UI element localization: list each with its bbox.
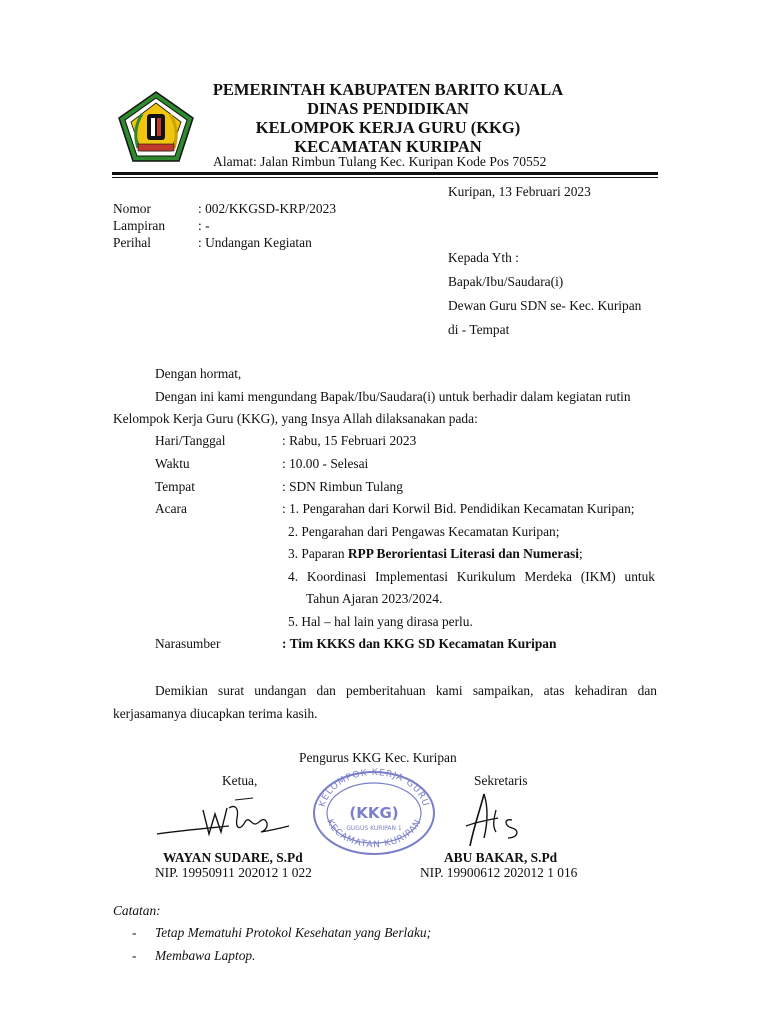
kop-line-4: KECAMATAN KURIPAN	[294, 137, 482, 156]
meta-value-perihal: : Undangan Kegiatan	[198, 235, 312, 250]
agenda-item-1: : 1. Pengarahan dari Korwil Bid. Pendidikan Kecamatan Kuripan;	[282, 501, 635, 516]
signature-org: Pengurus KKG Kec. Kuripan	[299, 750, 457, 765]
meta-label-lampiran: Lampiran	[113, 218, 166, 233]
recipient-line-3: Dewan Guru SDN se- Kec. Kuripan	[448, 298, 642, 313]
chair-nip: NIP. 19950911 202012 1 022	[155, 865, 312, 880]
notes-title: Catatan:	[113, 903, 161, 918]
detail-label-time: Waktu	[155, 456, 190, 471]
recipient-line-4: di - Tempat	[448, 322, 510, 337]
meta-label-nomor: Nomor	[113, 201, 151, 216]
closing-line-2: kerjasamanya diucapkan terima kasih.	[113, 706, 318, 721]
agenda-item-5: 5. Hal – hal lain yang dirasa perlu.	[288, 614, 473, 629]
header-rule-thin	[112, 177, 658, 178]
agenda-item-4-line-2: Tahun Ajaran 2023/2024.	[306, 591, 443, 606]
agenda-item-2: 2. Pengarahan dari Pengawas Kecamatan Kuripan;	[288, 524, 560, 539]
svg-text:KELOMPOK KERJA GURU: KELOMPOK KERJA GURU	[317, 768, 431, 809]
chair-title: Ketua,	[222, 773, 258, 788]
secretary-name: ABU BAKAR, S.Pd	[444, 850, 558, 865]
detail-value-place: : SDN Rimbun Tulang	[282, 479, 403, 494]
detail-label-agenda: Acara	[155, 501, 187, 516]
recipient-line-2: Bapak/Ibu/Saudara(i)	[448, 274, 564, 289]
closing-line-1: Demikian surat undangan dan pemberitahuan kami sampaikan, atas kehadiran dan	[155, 683, 657, 698]
detail-label-speaker: Narasumber	[155, 636, 221, 651]
note-bullet-2: -	[132, 948, 137, 963]
detail-label-place: Tempat	[155, 479, 195, 494]
note-bullet-1: -	[132, 925, 137, 940]
intro-line-2: Kelompok Kerja Guru (KKG), yang Insya Allah dilaksanakan pada:	[113, 411, 478, 426]
note-item-2: Membawa Laptop.	[155, 948, 256, 963]
secretary-signature-icon	[462, 792, 532, 852]
meta-value-nomor: : 002/KKGSD-KRP/2023	[198, 201, 337, 216]
svg-text:(KKG): (KKG)	[349, 804, 399, 822]
intro-line-1: Dengan ini kami mengundang Bapak/Ibu/Saudara(i) untuk berhadir dalam kegiatan rutin	[155, 389, 631, 404]
place-date: Kuripan, 13 Februari 2023	[448, 184, 591, 199]
detail-value-date: : Rabu, 15 Februari 2023	[282, 433, 417, 448]
detail-label-date: Hari/Tanggal	[155, 433, 226, 448]
kop-line-2: DINAS PENDIDIKAN	[307, 99, 469, 118]
greeting: Dengan hormat,	[155, 366, 242, 381]
detail-value-speaker: : Tim KKKS dan KKG SD Kecamatan Kuripan	[282, 636, 557, 651]
secretary-nip: NIP. 19900612 202012 1 016	[420, 865, 578, 880]
header-rule-thick	[112, 172, 658, 175]
barito-kuala-logo-icon	[116, 90, 196, 164]
svg-text:KECAMATAN KURIPAN: KECAMATAN KURIPAN	[324, 817, 424, 851]
kop-line-3: KELOMPOK KERJA GURU (KKG)	[255, 118, 521, 137]
note-item-1: Tetap Mematuhi Protokol Kesehatan yang Berlaku;	[155, 925, 432, 940]
svg-text:GUGUS KURIPAN 1: GUGUS KURIPAN 1	[346, 825, 402, 832]
recipient-line-1: Kepada Yth :	[448, 250, 519, 265]
secretary-title: Sekretaris	[474, 773, 528, 788]
chair-signature-icon	[155, 790, 295, 846]
meta-label-perihal: Perihal	[113, 235, 151, 250]
meta-value-lampiran: : -	[198, 218, 210, 233]
agenda-item-3: 3. Paparan RPP Berorientasi Literasi dan Numerasi;	[288, 546, 583, 561]
chair-name: WAYAN SUDARE, S.Pd	[163, 850, 303, 865]
kkg-stamp-icon	[309, 768, 439, 858]
kop-address: Alamat: Jalan Rimbun Tulang Kec. Kuripan Kode Pos 70552	[213, 154, 547, 169]
agenda-item-4-line-1: 4. Koordinasi Implementasi Kurikulum Merdeka (IKM) untuk	[288, 569, 655, 584]
detail-value-time: : 10.00 - Selesai	[282, 456, 369, 471]
kop-line-1: PEMERINTAH KABUPATEN BARITO KUALA	[212, 80, 564, 99]
